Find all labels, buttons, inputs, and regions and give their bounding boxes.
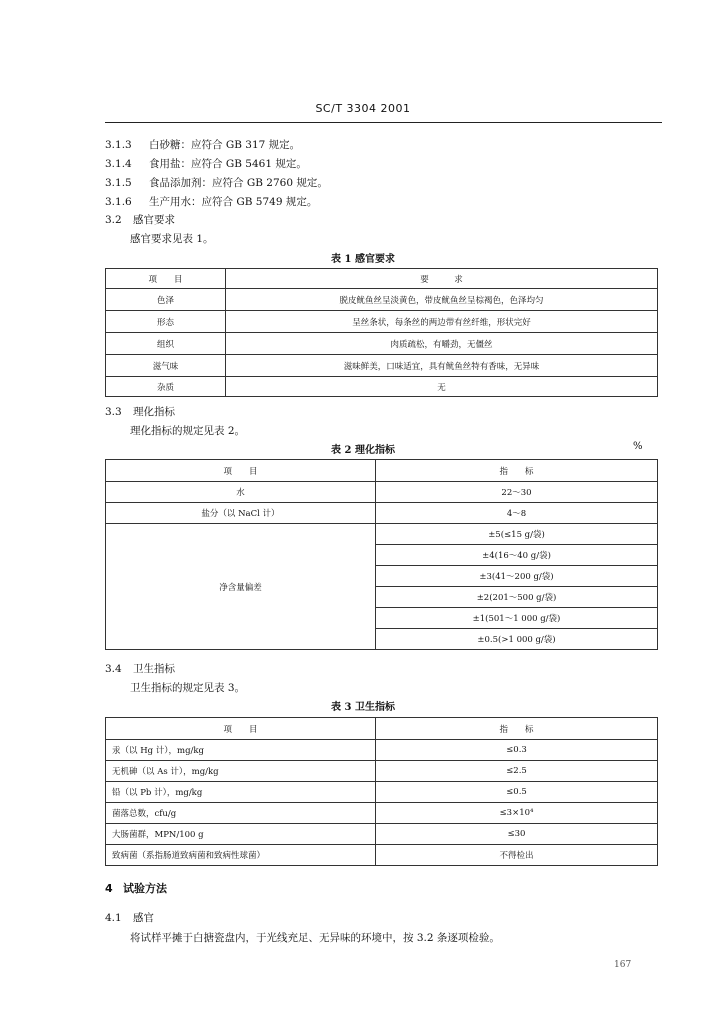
table3-cell: 汞（以 Hg 计），mg/kg <box>106 740 376 761</box>
clause-3-1-5: 3.1.5 食品添加剂：应符合 GB 2760 规定。 <box>105 177 328 189</box>
table1-cell: 脱皮鱿鱼丝呈淡黄色，带皮鱿鱼丝呈棕褐色，色泽均匀 <box>226 289 658 311</box>
table3-header-item: 项 目 <box>106 718 376 740</box>
section-3-2-heading: 3.2 感官要求 <box>105 214 175 226</box>
table2-cell: ±4(16～40 g/袋) <box>376 545 658 566</box>
table1-cell: 呈丝条状，每条丝的两边带有丝纤维，形状完好 <box>226 311 658 333</box>
table2-header-item: 项 目 <box>106 460 376 482</box>
table3-cell: 铅（以 Pb 计），mg/kg <box>106 782 376 803</box>
table3-cell: ≤2.5 <box>376 761 658 782</box>
table3-cell: 大肠菌群，MPN/100 g <box>106 824 376 845</box>
section-3-2-para: 感官要求见表 1。 <box>130 233 214 245</box>
table3-cell: ≤0.5 <box>376 782 658 803</box>
table2-unit: % <box>633 441 643 452</box>
section-4-1-para: 将试样平摊于白搪瓷盘内，于光线充足、无异味的环境中，按 3.2 条逐项检验。 <box>130 932 500 944</box>
table2-cell: ±3(41～200 g/袋) <box>376 566 658 587</box>
table2-cell: 盐分（以 NaCl 计） <box>106 503 376 524</box>
table2-cell: ±1(501～1 000 g/袋) <box>376 608 658 629</box>
table3-cell: 致病菌（系指肠道致病菌和致病性球菌） <box>106 845 376 866</box>
table2-net-label: 净含量偏差 <box>106 524 376 650</box>
table3-cell: ≤3×10⁴ <box>376 803 658 824</box>
clause-3-1-3: 3.1.3 白砂糖：应符合 GB 317 规定。 <box>105 139 301 151</box>
page-number: 167 <box>614 960 632 970</box>
table1-cell: 色泽 <box>106 289 226 311</box>
table1-cell: 滋气味 <box>106 355 226 377</box>
table2-cell: ±2(201～500 g/袋) <box>376 587 658 608</box>
table2-cell: ±0.5(>1 000 g/袋) <box>376 629 658 650</box>
table2-cell: 22～30 <box>376 482 658 503</box>
table1-caption: 表 1 感官要求 <box>331 254 395 265</box>
table3-header-index: 指 标 <box>376 718 658 740</box>
table1-cell: 肉质疏松，有嚼劲，无僵丝 <box>226 333 658 355</box>
table3-cell: 不得检出 <box>376 845 658 866</box>
header-rule <box>105 122 662 123</box>
table2-caption: 表 2 理化指标 <box>331 445 395 456</box>
table1-cell: 杂质 <box>106 377 226 397</box>
table3-cell: ≤0.3 <box>376 740 658 761</box>
section-3-3-heading: 3.3 理化指标 <box>105 406 175 418</box>
section-3-3-para: 理化指标的规定见表 2。 <box>130 425 246 437</box>
table2 <box>105 459 658 650</box>
table1-cell: 滋味鲜美，口味适宜，具有鱿鱼丝特有香味，无异味 <box>226 355 658 377</box>
table2-cell: 水 <box>106 482 376 503</box>
table1-header-req: 要 求 <box>226 269 658 289</box>
header-code: SC/T 3304 2001 <box>315 102 411 115</box>
clause-3-1-6: 3.1.6 生产用水：应符合 GB 5749 规定。 <box>105 196 318 208</box>
table3 <box>105 717 658 866</box>
table1-header-item: 项 目 <box>106 269 226 289</box>
section-3-4-para: 卫生指标的规定见表 3。 <box>130 682 246 694</box>
section-4-heading: 4 试验方法 <box>105 882 167 895</box>
table3-cell: 无机砷（以 As 计），mg/kg <box>106 761 376 782</box>
table1-cell: 组织 <box>106 333 226 355</box>
table3-cell: 菌落总数，cfu/g <box>106 803 376 824</box>
table1-cell: 无 <box>226 377 658 397</box>
section-4-1-heading: 4.1 感官 <box>105 912 154 924</box>
table1 <box>105 268 658 397</box>
table2-cell: 4～8 <box>376 503 658 524</box>
table3-cell: ≤30 <box>376 824 658 845</box>
table2-cell: ±5(≤15 g/袋) <box>376 524 658 545</box>
clause-3-1-4: 3.1.4 食用盐：应符合 GB 5461 规定。 <box>105 158 307 170</box>
table3-caption: 表 3 卫生指标 <box>331 702 395 713</box>
table1-cell: 形态 <box>106 311 226 333</box>
section-3-4-heading: 3.4 卫生指标 <box>105 663 175 675</box>
table2-header-index: 指 标 <box>376 460 658 482</box>
